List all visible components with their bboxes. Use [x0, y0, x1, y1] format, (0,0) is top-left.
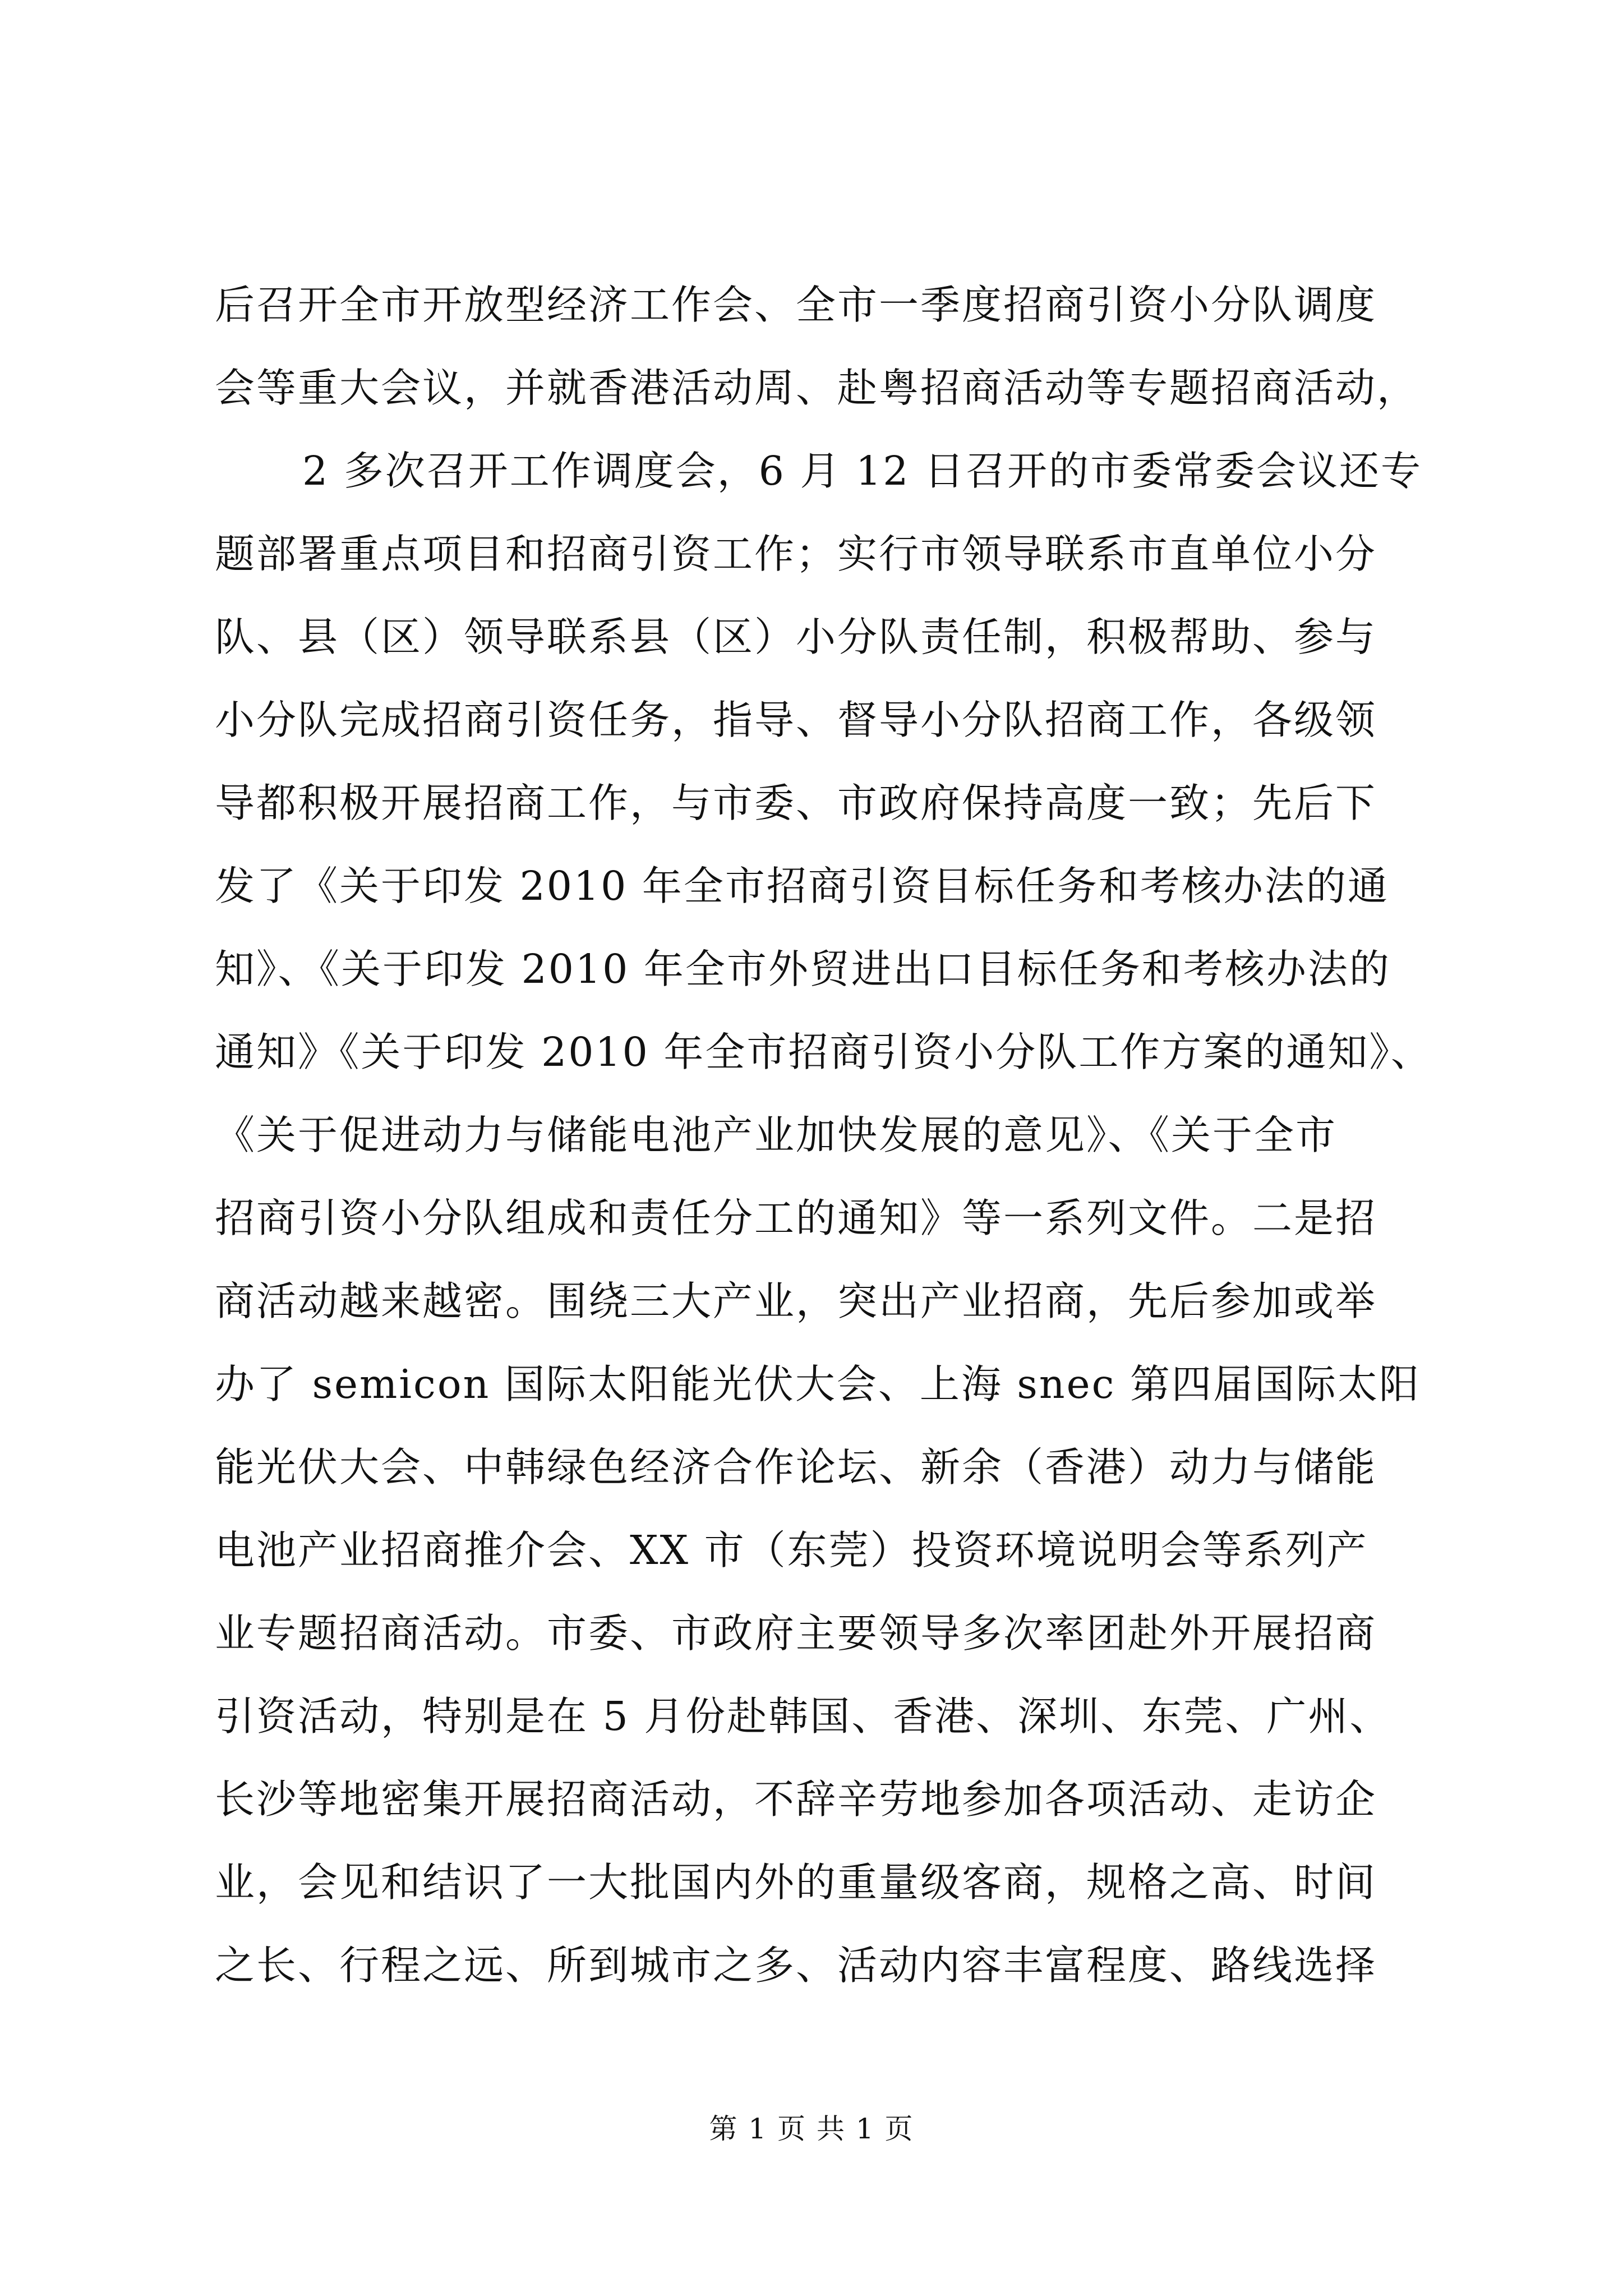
document-body — [215, 264, 1432, 2007]
text-line: 招商引资小分队组成和责任分工的通知》等一系列文件。二是招 — [215, 1195, 1377, 1241]
text-line: 知》、《关于印发 2010 年全市外贸进出口目标任务和考核办法的 — [215, 946, 1391, 992]
text-line: 之长、行程之远、所到城市之多、活动内容丰富程度、路线选择 — [215, 1942, 1377, 1989]
text-line: 引资活动，特别是在 5 月份赴韩国、香港、深圳、东莞、广州、 — [215, 1693, 1391, 1740]
page-footer — [0, 2112, 1623, 2146]
text-line: 能光伏大会、中韩绿色经济合作论坛、新余（香港）动力与储能 — [215, 1444, 1377, 1490]
text-line: 业，会见和结识了一大批国内外的重量级客商，规格之高、时间 — [215, 1859, 1377, 1906]
text-line: 后召开全市开放型经济工作会、全市一季度招商引资小分队调度 — [215, 282, 1377, 328]
text-line: 题部署重点项目和招商引资工作；实行市领导联系市直单位小分 — [215, 531, 1377, 577]
text-line: 《关于促进动力与储能电池产业加快发展的意见》、《关于全市 — [215, 1112, 1338, 1158]
text-line: 发了《关于印发 2010 年全市招商引资目标任务和考核办法的通 — [215, 863, 1389, 909]
text-line: 办了 semicon 国际太阳能光伏大会、上海 snec 第四届国际太阳 — [215, 1361, 1421, 1407]
text-line: 小分队完成招商引资任务，指导、督导小分队招商工作，各级领 — [215, 697, 1377, 743]
page-number-label: 第 1 页 共 1 页 — [709, 2113, 914, 2145]
text-line: 导都积极开展招商工作，与市委、市政府保持高度一致；先后下 — [215, 780, 1377, 826]
text-line: 长沙等地密集开展招商活动，不辞辛劳地参加各项活动、走访企 — [215, 1776, 1377, 1823]
text-line: 2 多次召开工作调度会，6 月 12 日召开的市委常委会议还专 — [302, 448, 1422, 494]
text-line: 电池产业招商推介会、XX 市（东莞）投资环境说明会等系列产 — [215, 1527, 1368, 1573]
text-line: 队、县（区）领导联系县（区）小分队责任制，积极帮助、参与 — [215, 614, 1377, 660]
text-line: 通知》《关于印发 2010 年全市招商引资小分队工作方案的通知》、 — [215, 1029, 1432, 1075]
text-line: 业专题招商活动。市委、市政府主要领导多次率团赴外开展招商 — [215, 1610, 1377, 1657]
text-line: 商活动越来越密。围绕三大产业，突出产业招商，先后参加或举 — [215, 1278, 1377, 1324]
text-line: 会等重大会议，并就香港活动周、赴粤招商活动等专题招商活动， — [215, 365, 1419, 411]
